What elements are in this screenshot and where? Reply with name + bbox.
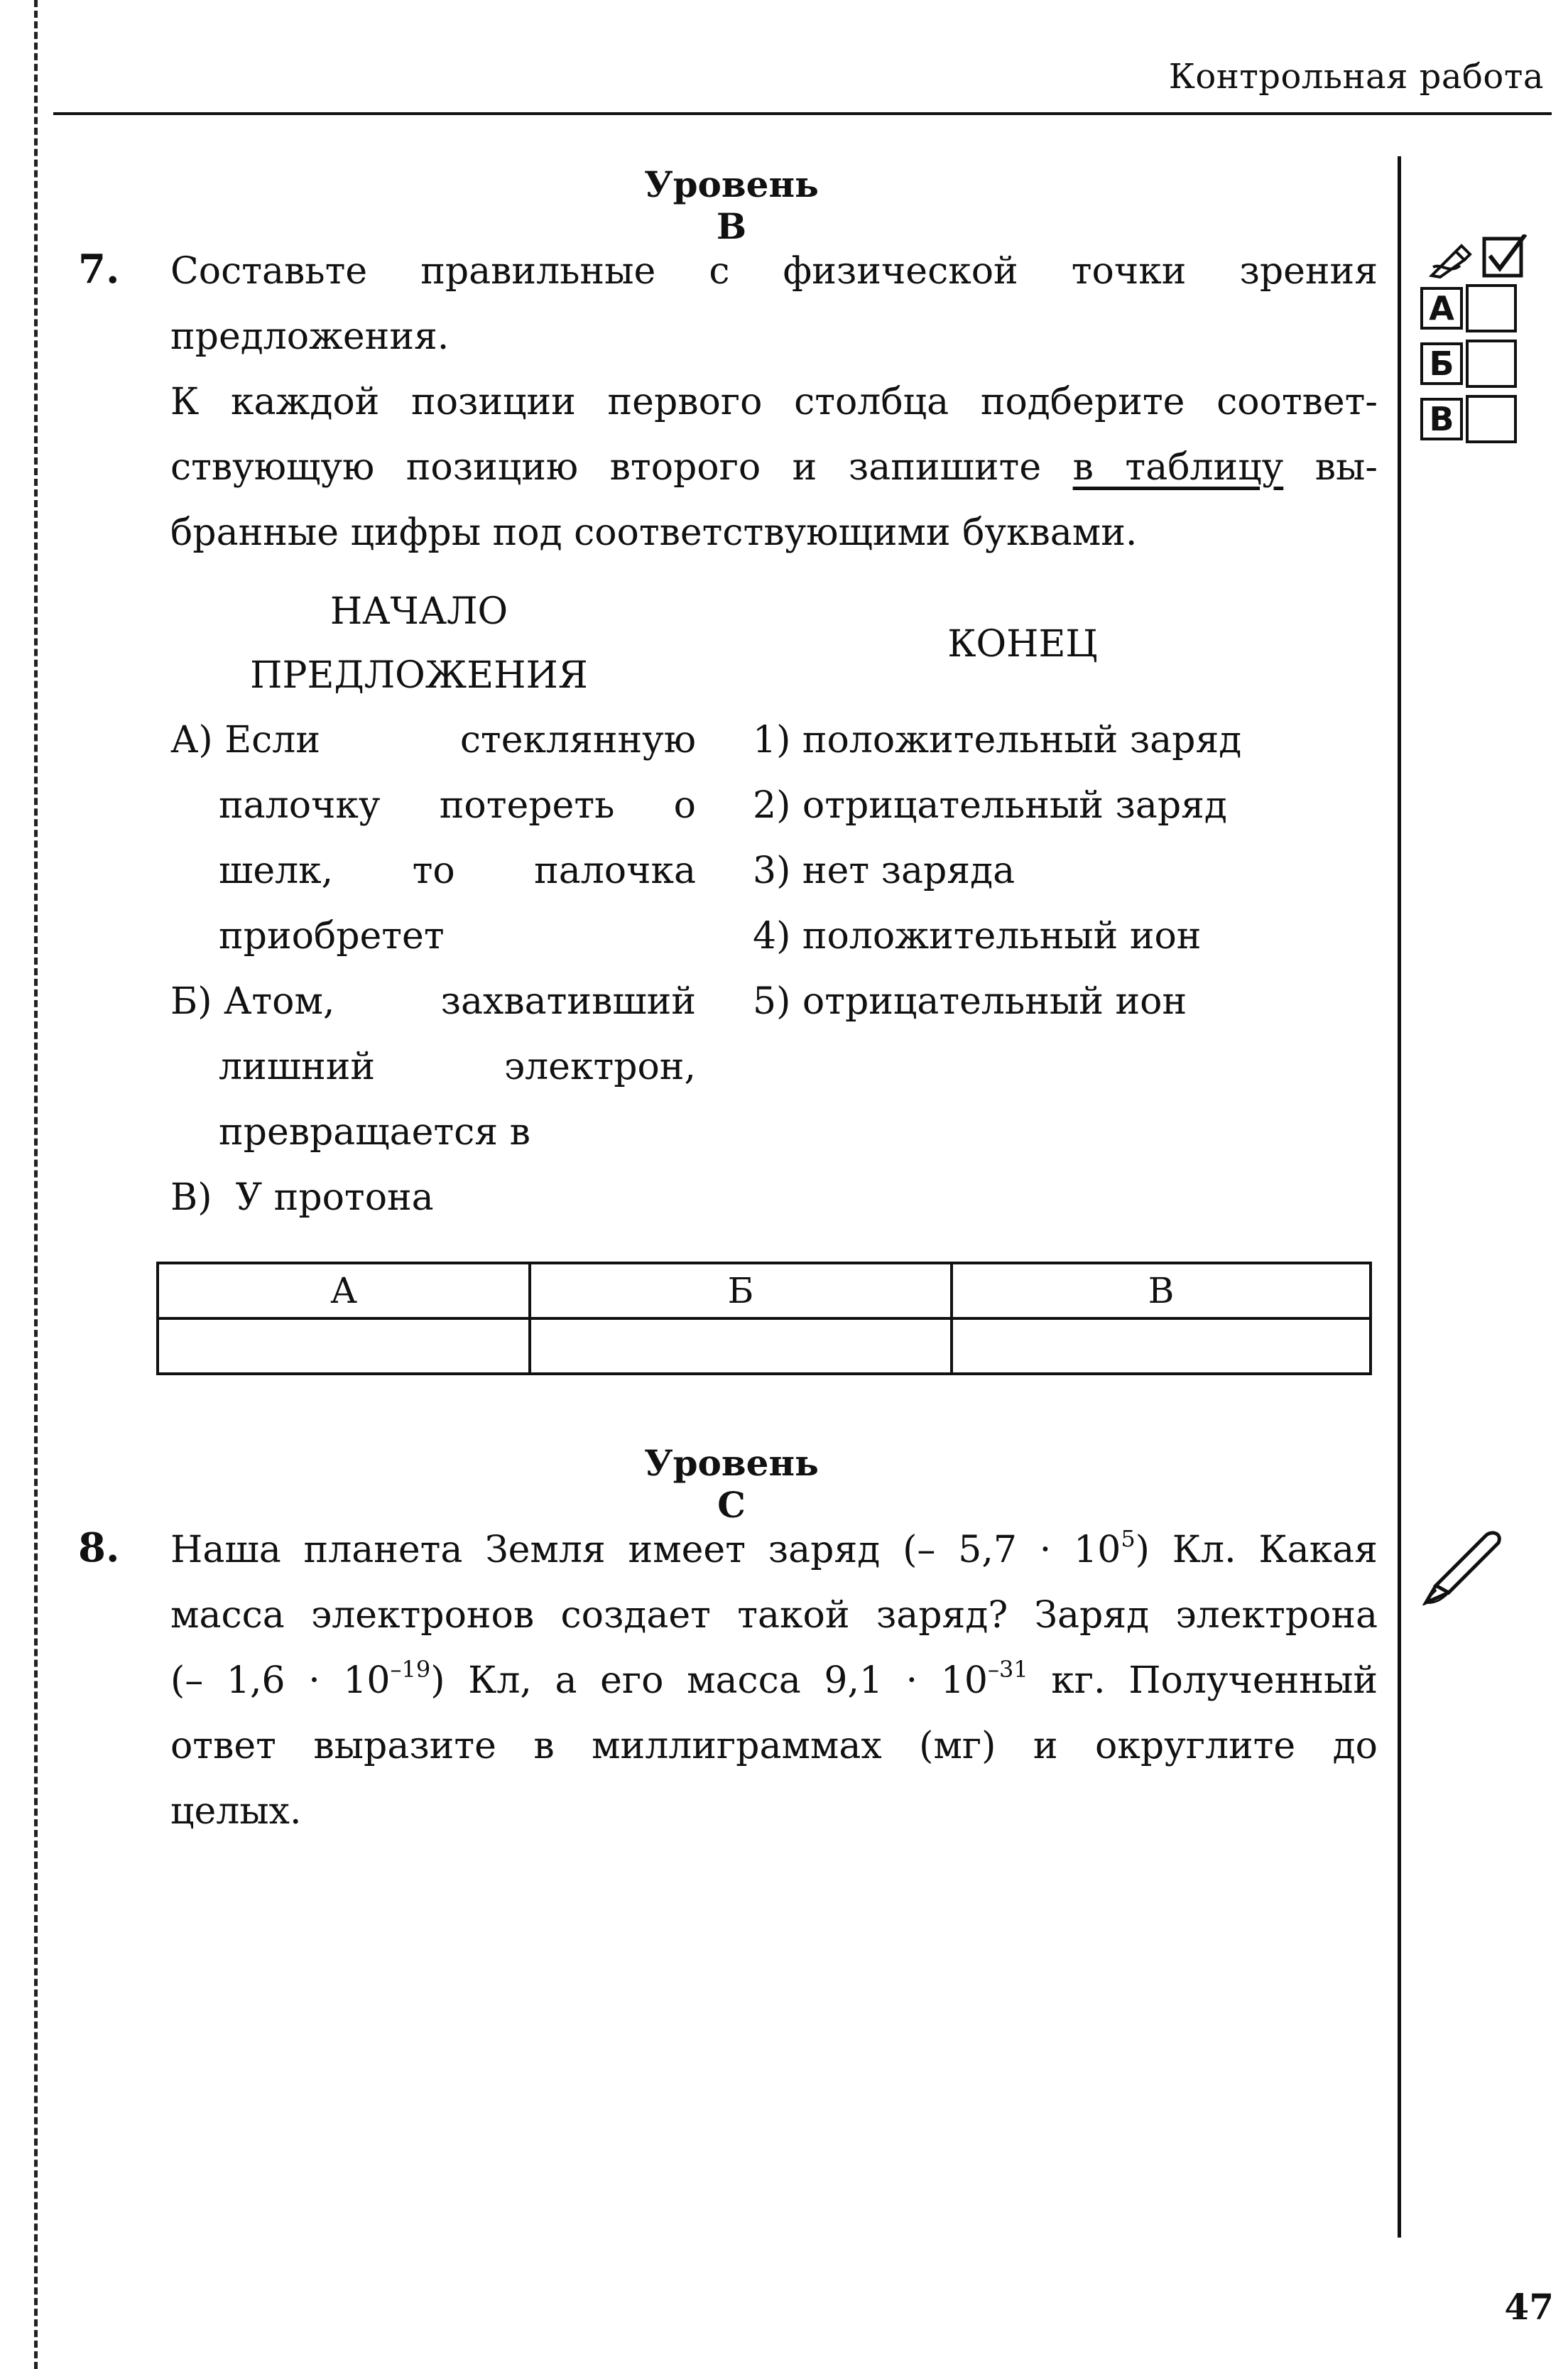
item-a-label: А) [170, 719, 213, 761]
q8-line3 [170, 1648, 1378, 1713]
q8-line3-b: ) Кл, а его масса 9,1 · 10 [430, 1659, 988, 1702]
question-8-number: 8. [78, 1524, 120, 1571]
item-a-w8: палочка [534, 850, 696, 892]
question-7-text [170, 239, 1378, 565]
question-7-number: 7. [78, 246, 120, 293]
q8-line3-sup2: –31 [987, 1655, 1028, 1683]
q8-line1 [170, 1517, 1378, 1583]
pencil-check-icon [1427, 234, 1534, 284]
q8-line5: целых. [170, 1790, 302, 1833]
margin-box-b-input[interactable] [1466, 340, 1517, 388]
answer-table [156, 1262, 1372, 1375]
right-item-5: 5) отрицательный ион [753, 980, 1187, 1023]
margin-box-a-label: А [1420, 287, 1463, 330]
left-item-c [170, 1165, 696, 1230]
item-b-label: Б) [170, 980, 212, 1023]
q8-line3-c: кг. Полученный [1028, 1659, 1378, 1702]
left-heading-line2: ПРЕДЛОЖЕНИЯ [250, 654, 588, 697]
page-number: 47 [1504, 2286, 1554, 2328]
q8-line1-sup: 5 [1121, 1524, 1136, 1552]
item-a-w5: о [673, 784, 696, 827]
right-item-2: 2) отрицательный заряд [753, 784, 1227, 827]
left-heading-line1: НАЧАЛО [330, 590, 508, 633]
left-item-a [170, 708, 696, 969]
item-b-line2 [170, 1034, 696, 1100]
level-c-heading: Уровень С [644, 1442, 819, 1526]
q8-line2: масса электронов создает такой заряд? Заряд электрона [170, 1594, 1378, 1637]
margin-box-a-input[interactable] [1466, 284, 1517, 332]
cut-line [34, 0, 38, 2369]
answer-cell-c[interactable] [952, 1318, 1371, 1374]
q8-line4: ответ выразите в миллиграммах (мг) и округлите до [170, 1725, 1378, 1767]
margin-box-c-input[interactable] [1466, 395, 1517, 443]
item-a-w7: то [412, 850, 455, 892]
q7-instr-line2 [170, 435, 1378, 500]
q7-intro-line1: Составьте правильные с физической точки зрения [170, 250, 1378, 293]
item-a-w4: потереть [439, 784, 615, 827]
item-b-w3: лишний [219, 1046, 376, 1088]
item-a-w1: Если [224, 719, 320, 761]
left-item-b [170, 969, 696, 1165]
right-items [753, 708, 1363, 1034]
answer-table-input-row [158, 1318, 1371, 1374]
q7-intro-line2: предложения. [170, 315, 450, 358]
q7-instr-line2-pre: ствующую позицию второго и запишите [170, 446, 1073, 489]
item-b-line1 [170, 969, 696, 1034]
header-rule [53, 112, 1552, 115]
table-link: в таблицу [1072, 446, 1284, 489]
item-c-w1: У протона [235, 1176, 434, 1219]
q7-instr-line2-post: вы- [1283, 446, 1378, 489]
right-item-1: 1) положительный заряд [753, 719, 1242, 761]
q7-instr-line3: бранные цифры под соответствующими буквами. [170, 511, 1138, 554]
q8-line1-a: Наша планета Земля имеет заряд (– 5,7 · 10 [170, 1529, 1121, 1571]
pen-icon [1420, 1520, 1513, 1608]
q8-line3-sup1: –19 [390, 1655, 431, 1683]
answer-table-header-row [158, 1263, 1371, 1318]
level-b-heading: Уровень В [644, 163, 819, 247]
answer-header-b: Б [530, 1263, 952, 1318]
margin-box-row-a [1420, 284, 1517, 332]
item-a-w6: шелк, [219, 850, 334, 892]
item-b-w4: электрон, [504, 1046, 696, 1088]
right-item-4: 4) положительный ион [753, 915, 1202, 958]
item-a-w2: стеклянную [459, 719, 696, 761]
q7-instr-line1: К каждой позиции первого столбца подберите соответ- [170, 381, 1378, 423]
running-header: Контрольная работа [1168, 57, 1544, 97]
item-a-line3 [170, 838, 696, 904]
item-a-line2 [170, 773, 696, 838]
question-8-text [170, 1517, 1378, 1844]
item-a-line1 [170, 708, 696, 773]
item-a-w3: палочку [219, 784, 381, 827]
item-b-w1: Атом, [224, 980, 335, 1023]
margin-box-b-label: Б [1420, 342, 1463, 385]
answer-header-c: В [952, 1263, 1371, 1318]
q8-line1-b: ) Кл. Какая [1135, 1529, 1378, 1571]
q8-line3-a: (– 1,6 · 10 [170, 1659, 391, 1702]
margin-answer-boxes [1420, 284, 1517, 450]
item-c-label: В) [170, 1176, 212, 1219]
answer-cell-b[interactable] [530, 1318, 952, 1374]
item-c-line1 [170, 1165, 696, 1230]
right-item-3: 3) нет заряда [753, 850, 1016, 892]
item-a-line4: приобретет [219, 915, 445, 958]
margin-box-row-c [1420, 395, 1517, 443]
item-b-w2: захвативший [440, 980, 696, 1023]
margin-box-row-b [1420, 340, 1517, 388]
left-column-heading [206, 580, 632, 708]
answer-header-a: А [158, 1263, 530, 1318]
margin-rule [1398, 156, 1401, 2238]
right-column-heading: КОНЕЦ [947, 623, 1098, 666]
margin-box-c-label: В [1420, 398, 1463, 440]
answer-cell-a[interactable] [158, 1318, 530, 1374]
item-b-line3: превращается в [219, 1111, 530, 1154]
